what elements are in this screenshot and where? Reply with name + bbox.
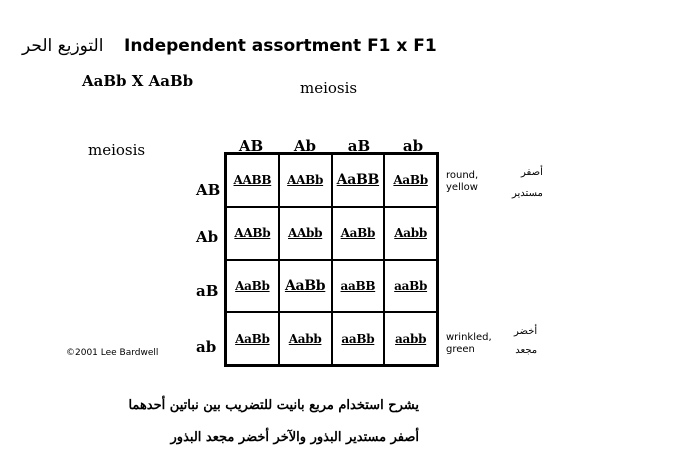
meiosis-label-left: meiosis xyxy=(88,141,146,159)
genotype: AaBb xyxy=(340,226,376,241)
punnett-square xyxy=(224,152,439,367)
phenotype-arabic-top xyxy=(512,167,543,199)
meiosis-label-top: meiosis xyxy=(300,79,358,97)
genotype: AABb xyxy=(287,173,324,188)
genotype: AaBB xyxy=(336,172,380,189)
punnett-cell xyxy=(332,260,385,313)
title-arabic: التوزيع الحر xyxy=(22,36,104,56)
column-header: Ab xyxy=(293,137,317,155)
row-header: ab xyxy=(196,338,217,356)
phenotype-arabic-line: أخضر xyxy=(514,326,538,337)
punnett-cell xyxy=(332,312,385,365)
phenotype-wrinkled-green xyxy=(446,332,492,356)
phenotype-line: yellow xyxy=(446,182,478,193)
row-header: Ab xyxy=(196,228,219,246)
punnett-cell xyxy=(279,312,332,365)
punnett-cell xyxy=(279,260,332,313)
phenotype-line: green xyxy=(446,344,475,355)
genotype: aabb xyxy=(395,331,427,346)
cross-label: AaBb X AaBb xyxy=(82,72,194,90)
column-header: ab xyxy=(402,137,424,155)
punnett-cell xyxy=(384,154,437,207)
genotype: AaBb xyxy=(235,331,270,346)
genotype: Aabb xyxy=(288,331,322,346)
row-header: AB xyxy=(196,181,221,199)
genotype: AAbb xyxy=(288,226,323,241)
caption-line-1: يشرح استخدام مربع بانيت للتضريب بين نباتين أحدهما xyxy=(128,398,419,413)
phenotype-arabic-line: أصفر xyxy=(521,167,543,178)
genotype: aaBb xyxy=(341,331,375,346)
genotype: aaBb xyxy=(394,278,428,293)
phenotype-arabic-bottom xyxy=(514,326,537,356)
punnett-cell xyxy=(384,312,437,365)
genotype: aaBB xyxy=(340,278,376,293)
punnett-cell xyxy=(226,207,279,260)
punnett-cell xyxy=(384,207,437,260)
punnett-cell xyxy=(332,207,385,260)
punnett-cell xyxy=(384,260,437,313)
genotype: AABb xyxy=(234,226,271,241)
punnett-cell xyxy=(279,207,332,260)
phenotype-line: wrinkled, xyxy=(446,332,492,343)
genotype: AaBb xyxy=(235,278,270,293)
phenotype-line: round, xyxy=(446,170,479,181)
column-header: AB xyxy=(238,137,264,155)
punnett-cell xyxy=(226,260,279,313)
phenotype-round-yellow xyxy=(446,170,478,194)
caption-line-2: أصفر مستدير البذور والآخر أخضر مجعد البذور xyxy=(170,430,419,445)
phenotype-arabic-line: مجعد xyxy=(515,345,538,356)
punnett-cell xyxy=(332,154,385,207)
row-header: aB xyxy=(196,282,219,300)
copyright-text: ©2001 Lee Bardwell xyxy=(66,348,159,358)
punnett-cell xyxy=(226,312,279,365)
title-english: Independent assortment F1 x F1 xyxy=(124,36,437,56)
phenotype-arabic-line: مستدير xyxy=(512,188,543,199)
column-header: aB xyxy=(347,137,371,155)
genotype: AaBb xyxy=(393,173,428,188)
punnett-cell xyxy=(279,154,332,207)
genotype: AABB xyxy=(233,173,272,188)
genotype: AaBb xyxy=(284,277,326,294)
punnett-cell xyxy=(226,154,279,207)
genotype: Aabb xyxy=(394,226,427,241)
